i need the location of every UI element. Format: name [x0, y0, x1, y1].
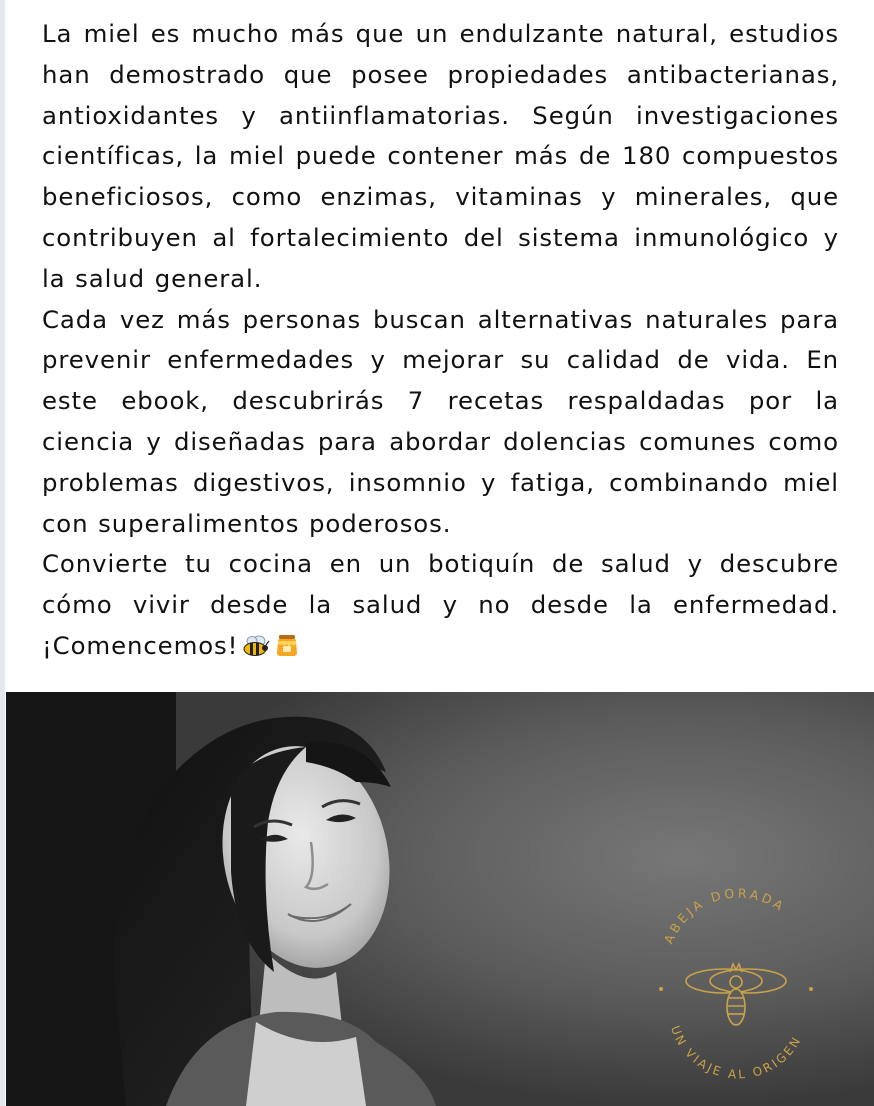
left-margin-rule — [0, 0, 5, 1106]
author-photo — [6, 692, 874, 1106]
honey-pot-icon — [274, 630, 300, 671]
logo-top-text: ABEJA DORADA — [660, 885, 789, 946]
intro-text — [42, 14, 839, 671]
call-to-action-text: Convierte tu cocina en un botiquín de salud y descubre cómo vivir desde la salud y no desde la enfermedad. ¡Comencemos! — [42, 549, 839, 660]
logo-bottom-text: UN VIAJE AL ORIGEN — [667, 1023, 805, 1082]
paragraph-honey-benefits: La miel es mucho más que un endulzante natural, estudios han demostrado que posee propiedades antibacterianas, antioxidantes y antiinflamatorias. Según investigaciones científicas, la miel puede contener más de 180 compuestos beneficiosos, como enzimas, vitaminas y minerales, que contribuyen al fortalecimiento del sistema inmunológico y la salud general. — [42, 19, 839, 293]
paragraph-ebook-recipes: Cada vez más personas buscan alternativas naturales para prevenir enfermedades y mejorar su calidad de vida. En este ebook, descubrirás 7 recetas respaldadas por la ciencia y diseñadas para abordar dolencias comunes como problemas digestivos, insomnio y fatiga, combinando miel con superalimentos poderosos. — [42, 304, 839, 538]
bee-icon — [242, 630, 270, 671]
paragraph-call-to-action — [42, 544, 839, 670]
